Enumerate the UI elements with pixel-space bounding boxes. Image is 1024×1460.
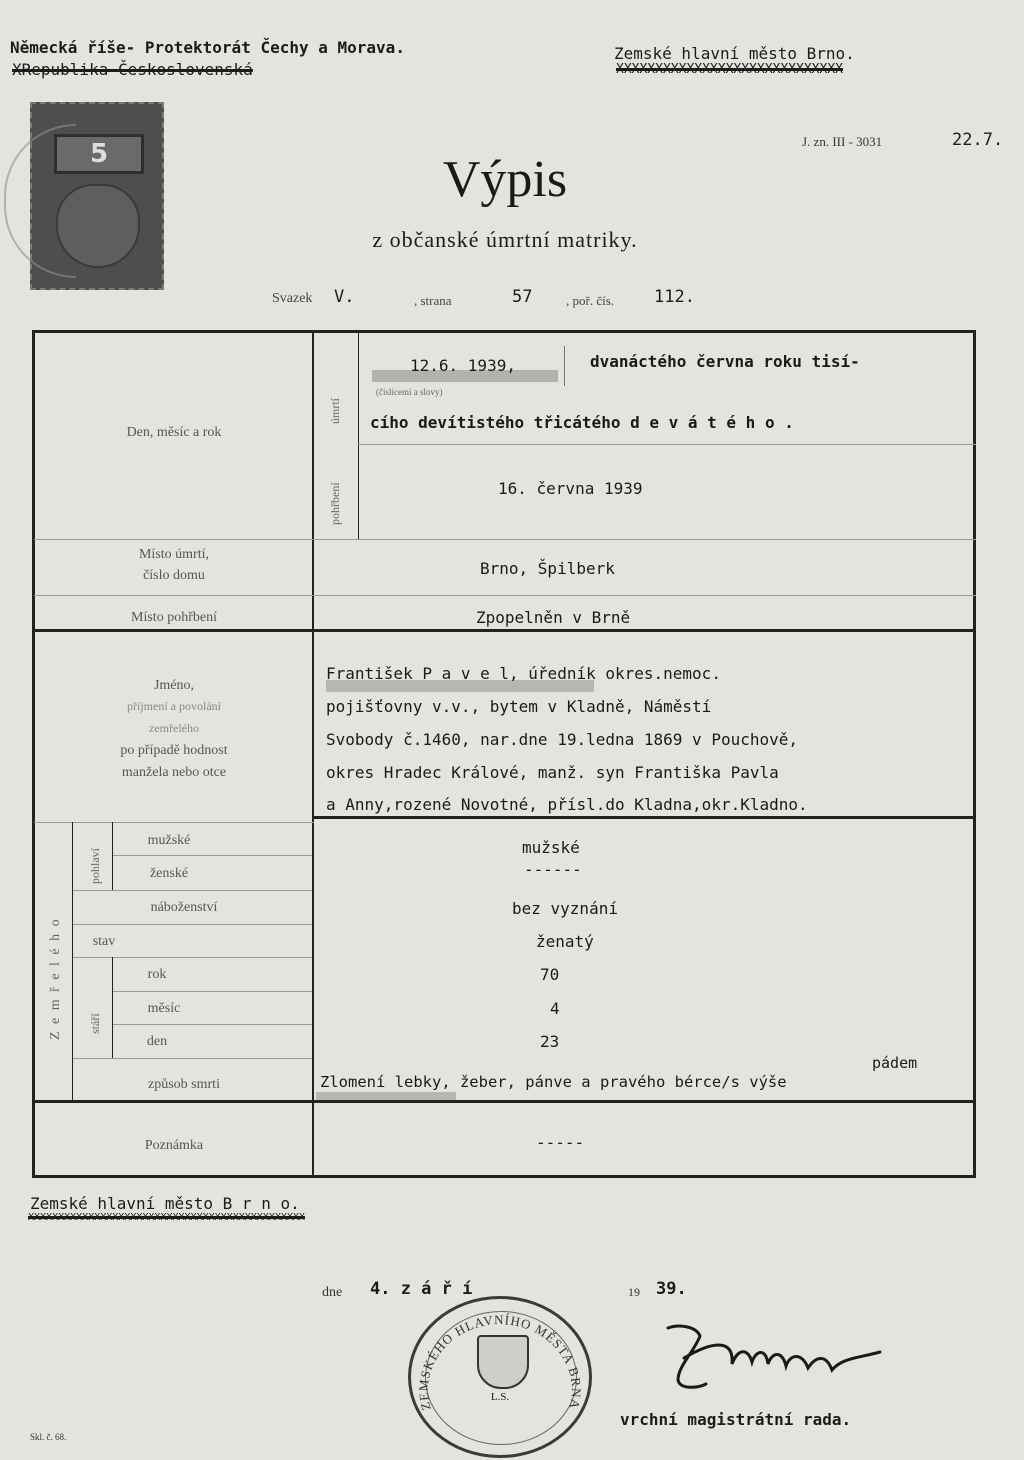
header-left-line1: Německá říše- Protektorát Čechy a Morava. xyxy=(10,38,405,57)
death-date-numeric: 12.6. 1939, xyxy=(410,356,516,375)
signature-title: vrchní magistrátní rada. xyxy=(620,1410,852,1429)
death-date-words-1: dvanáctého června roku tisí- xyxy=(590,352,860,371)
name-line-1: František P a v e l, úředník okres.nemoc. xyxy=(326,664,721,683)
stari-label: stáří xyxy=(88,1013,102,1034)
death-words-note: (číslicemi a slovy) xyxy=(376,387,443,397)
mesic-value: 4 xyxy=(550,999,560,1018)
page-title: Výpis xyxy=(442,151,568,208)
zpusob-insert: pádem xyxy=(872,1054,918,1072)
poznamka-label: Poznámka xyxy=(144,1138,204,1153)
seal-ring-svg xyxy=(411,1299,589,1455)
handwritten-signature xyxy=(648,1318,918,1398)
burial-date: 16. června 1939 xyxy=(498,479,643,498)
name-label-4: po případě hodnost xyxy=(120,743,228,758)
header-left-line2: XRepublika Československá xyxy=(12,60,253,79)
seal-ls: L.S. xyxy=(490,1391,510,1403)
den-label: den xyxy=(146,1034,168,1049)
seal-ring-text xyxy=(411,1299,589,1455)
name-line-3: Svobody č.1460, nar.dne 19.ledna 1869 v Pouchově, xyxy=(326,730,799,749)
sex-dash: ------ xyxy=(524,860,582,879)
zemreleho-label: Z e m ř e l é h o xyxy=(48,917,63,1040)
stav-value: ženatý xyxy=(536,932,594,951)
dne-label: dne xyxy=(322,1285,343,1300)
page-subtitle: z občanské úmrtní matriky. xyxy=(372,227,638,252)
dne-value: 4. z á ř í xyxy=(370,1279,473,1299)
header-right-line1: Zemské hlavní město Brno. xyxy=(614,44,855,63)
seal-text: ZEMSKÉHO HLAVNÍHO MĚSTA BRNA xyxy=(415,1312,585,1413)
name-line-2: pojišťovny v.v., bytem v Kladně, Náměstí xyxy=(326,697,712,716)
name-label-5: manžela nebo otce xyxy=(121,765,227,780)
form-number: Skl. č. 68. xyxy=(30,1432,67,1442)
strana-label: , strana xyxy=(414,293,452,308)
place-burial-value: Zpopelněn v Brně xyxy=(476,608,631,627)
name-line-5: a Anny,rozené Novotné, přísl.do Kladna,okr.Kladno. xyxy=(326,795,808,814)
rok-label: rok xyxy=(147,967,167,982)
zenske-label: ženské xyxy=(149,866,189,881)
rok-value: 70 xyxy=(540,965,560,984)
office-line-struck: XXXXXXXXXXXXXXXXXXXXXXXXXXXXXXXXXXXXXXXXXXXXXX xyxy=(28,1212,305,1223)
poznamka-value: ----- xyxy=(536,1133,585,1152)
svazek-value: V. xyxy=(334,287,355,307)
date-label: Den, měsíc a rok xyxy=(126,425,222,440)
umrti-label: úmrtí xyxy=(328,398,342,424)
nabozenstvi-label: náboženství xyxy=(150,900,218,915)
place-burial-label: Místo pohřbení xyxy=(131,610,217,625)
pohrbeni-label: pohřbení xyxy=(328,482,342,525)
place-death-value: Brno, Špilberk xyxy=(480,559,615,578)
name-label-3: zemřelého xyxy=(149,721,199,735)
name-label-1: Jméno, xyxy=(153,678,195,693)
stamp-value: 5 xyxy=(54,134,144,174)
ref-label: J. zn. III - 3031 xyxy=(802,134,883,149)
stav-label: stav xyxy=(92,934,116,949)
zpusob-value: Zlomení lebky, žeber, pánve a pravého bérce/s výše xyxy=(320,1073,787,1091)
place-death-label-2: číslo domu xyxy=(143,568,205,583)
mesic-label: měsíc xyxy=(147,1001,181,1016)
strana-value: 57 xyxy=(512,287,533,307)
por-value: 112. xyxy=(654,287,695,307)
highlight-mark xyxy=(316,1092,456,1100)
office-line: Zemské hlavní město B r n o. xyxy=(30,1194,300,1213)
official-seal xyxy=(408,1296,592,1458)
den-value: 23 xyxy=(540,1032,560,1051)
year-prefix: 19 xyxy=(628,1285,640,1299)
header-right-line2: XXXXXXXXXXXXXXXXXXXXXXXXXXXXX xyxy=(616,62,843,77)
muzske-label: mužské xyxy=(147,833,191,848)
place-death-label-1: Místo úmrtí, xyxy=(138,547,209,562)
death-date-words-2: cího devítistého třicátého d e v á t é h o . xyxy=(370,413,794,432)
name-label-2: příjmení a povolání xyxy=(127,699,221,713)
year-value: 39. xyxy=(656,1279,687,1299)
nabozenstvi-value: bez vyznání xyxy=(512,899,618,918)
por-label: , poř. čís. xyxy=(566,293,615,308)
name-line-4: okres Hradec Králové, manž. syn Františka Pavla xyxy=(326,763,779,782)
svg-text:ZEMSKÉHO HLAVNÍHO MĚSTA BRNA xyxy=(416,1312,584,1412)
pohlavi-label: pohlaví xyxy=(88,848,102,884)
ref-value: 22.7. xyxy=(952,130,1004,150)
sex-value: mužské xyxy=(522,838,580,857)
svazek-label: Svazek xyxy=(272,291,313,306)
zpusob-label: způsob smrti xyxy=(148,1077,220,1092)
